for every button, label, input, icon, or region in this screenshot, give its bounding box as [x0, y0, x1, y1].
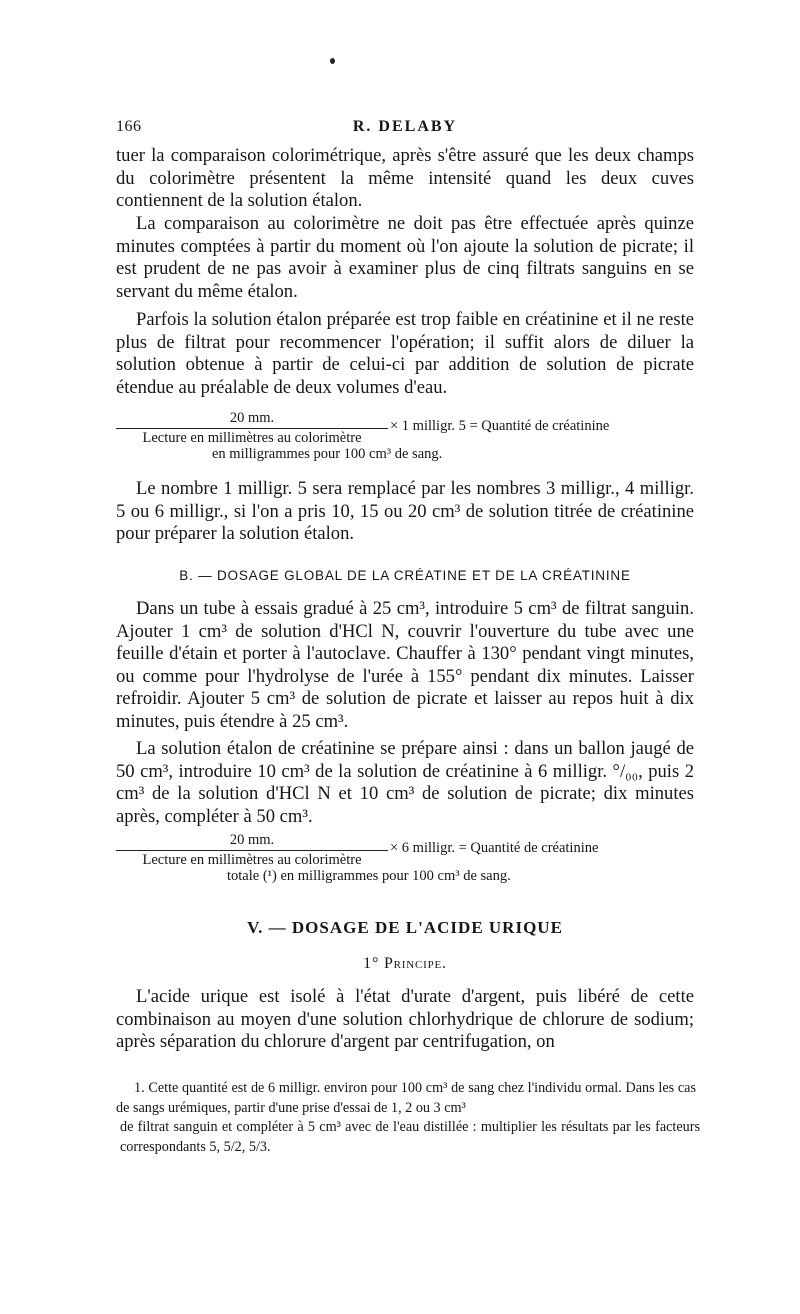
formula-1-numerator: 20 mm.: [229, 410, 275, 426]
paragraph-5: L'acide urique est isolé à l'état d'urate d'argent, puis libéré de cette combinaison au moyen d'une solution chlorhydrique de chlorure de sodium; après séparation du chlorure d'argent par centrifugation, on: [116, 986, 694, 1053]
fraction-bar: [116, 850, 388, 851]
paragraph-2: La comparaison au colorimètre ne doit pas être effectuée après quinze minutes comptées à partir du moment où l'on ajoute la solution de picrate; il est prudent de ne pas avoir à examiner plus de cinq filtrats sanguins en se servant du même étalon.: [116, 213, 694, 302]
footnote-1: 1. Cette quantité est de 6 milligr. environ pour 100 cm³ de sang chez l'individu ormal. Dans les cas de sangs urémiques, partir d'une prise d'essai de 1, 2 ou 3 cm³: [116, 1080, 696, 1116]
formula-2-continuation: totale (¹) en milligrammes pour 100 cm³ de sang.: [227, 868, 511, 884]
ink-speck: [330, 58, 335, 64]
subsection-label: Principe.: [383, 955, 447, 972]
paragraph-3: Parfois la solution étalon préparée est trop faible en créatinine et il ne reste plus de filtrat pour recommencer l'opération; il suffit alors de diluer la solution obtenue à partir de celui-ci par addition de solution de picrate étendue au préalable de deux volumes d'eau.: [116, 309, 694, 398]
formula-2-denominator: Lecture en millimètres au colorimètre: [142, 852, 362, 868]
section-b-paragraph-1: Dans un tube à essais gradué à 25 cm³, introduire 5 cm³ de filtrat sanguin. Ajouter 1 cm³ de solution d'HCl N, couvrir l'ouverture du tube avec une feuille d'étain et porter à l'autoclave. Chauffer à 130° pendant vingt minutes, ou comme pour l'hydrolyse de l'urée à 155° pendant dix minutes. Laisser refroidir. Ajouter 5 cm³ de solution de picrate et laisser au repos huit à dix minutes, puis étendre à 25 cm³.: [116, 598, 694, 732]
running-head-author: R. DELABY: [352, 118, 458, 135]
formula-1-rhs: × 1 milligr. 5 = Quantité de créatinine: [390, 418, 610, 434]
fraction-bar: [116, 428, 388, 429]
formula-2-numerator: 20 mm.: [229, 832, 275, 848]
running-header: [116, 118, 694, 142]
paragraph-4: Le nombre 1 milligr. 5 sera remplacé par les nombres 3 milligr., 4 milligr. 5 ou 6 milligr., si l'on a pris 10, 15 ou 20 cm³ de solution titrée de créatinine pour préparer la solution étalon.: [116, 478, 694, 545]
chapter-heading: V. — DOSAGE DE L'ACIDE URIQUE: [247, 918, 563, 937]
section-b-heading: B. — DOSAGE GLOBAL DE LA CRÉATINE ET DE LA CRÉATININE: [179, 568, 631, 583]
subsection-number: 1°: [363, 955, 380, 972]
subsection-heading: [116, 955, 694, 973]
formula-1-fraction: [116, 410, 388, 447]
footnote-1-continued: de filtrat sanguin et compléter à 5 cm³ avec de l'eau distillée : multiplier les résultats par les facteurs correspondants 5, 5/2, 5/3.: [120, 1119, 700, 1155]
formula-2-fraction: [116, 832, 388, 869]
paragraph-1: tuer la comparaison colorimétrique, après s'être assuré que les deux champs du colorimètre présentent la même intensité quand les deux cuves contiennent de la solution étalon.: [116, 145, 694, 212]
page-number: 166: [116, 118, 142, 135]
section-b-paragraph-2: La solution étalon de créatinine se prépare ainsi : dans un ballon jaugé de 50 cm³, introduire 10 cm³ de la solution de créatinine à 6 milligr. °/₀₀, puis 2 cm³ de la solution d'HCl N et 10 cm³ de solution de picrate; dix minutes après, compléter à 50 cm³.: [116, 738, 694, 827]
formula-1-denominator: Lecture en millimètres au colorimètre: [142, 430, 362, 446]
formula-1-continuation: en milligrammes pour 100 cm³ de sang.: [212, 446, 443, 462]
formula-2-rhs: × 6 milligr. = Quantité de créatinine: [390, 840, 599, 856]
